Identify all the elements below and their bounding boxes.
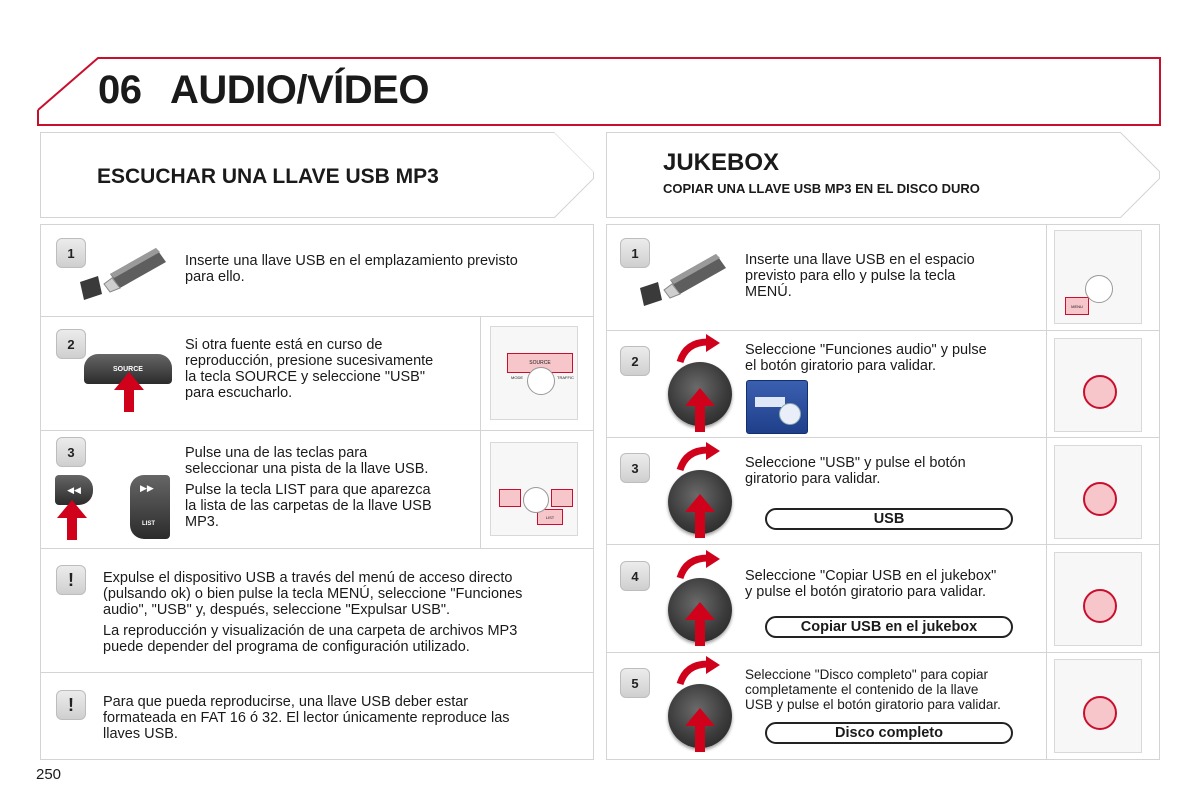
left-step-1-text: Inserte una llave USB en el emplazamiento previsto para ello. — [185, 253, 518, 285]
left-step-2-badge: 2 — [56, 329, 86, 359]
press-arrow-icon — [114, 372, 144, 412]
right-step-4-text: Seleccione "Copiar USB en el jukebox" y pulse el botón giratorio para validar. — [745, 568, 997, 600]
source-key-icon: SOURCE — [84, 354, 172, 384]
usb-key-icon — [636, 248, 736, 308]
chapter-title: AUDIO/VÍDEO — [170, 68, 429, 112]
left-section-title: ESCUCHAR UNA LLAVE USB MP3 — [97, 165, 439, 188]
left-step-3-text-2: Pulse la tecla LIST para que aparezca la lista de las carpetas de la llave USB MP3. — [185, 482, 432, 530]
rotate-arrow-icon — [676, 656, 720, 686]
note-2-text: Para que pueda reproducirse, una llave USB deber estar formateada en FAT 16 ó 32. El lector únicamente reproduce las llaves USB. — [103, 694, 510, 742]
note-1-text-2: La reproducción y visualización de una carpeta de archivos MP3 puede depender del programa de configuración utilizado. — [103, 623, 518, 655]
right-section-title: JUKEBOX — [663, 149, 780, 176]
left-step-3-text: Pulse una de las teclas para seleccionar una pista de la llave USB. — [185, 445, 429, 477]
right-step-1-badge: 1 — [620, 238, 650, 268]
press-arrow-icon — [57, 500, 87, 540]
chapter-number: 06 — [98, 68, 142, 112]
radio-unit-knob-highlight — [1054, 445, 1142, 539]
left-step-3-badge: 3 — [56, 437, 86, 467]
right-title-panel — [606, 132, 1160, 218]
right-step-5-text: Seleccione "Disco completo" para copiar completamente el contenido de la llave USB y pulse el botón giratorio para validar. — [745, 667, 1001, 712]
note-1-text: Expulse el dispositivo USB a través del menú de acceso directo (pulsando ok) o bien pulse la tecla MENÚ, seleccione "Funciones audio", "USB" y, después, seleccione "Expulsar USB". — [103, 570, 523, 618]
right-step-2-text: Seleccione "Funciones audio" y pulse el botón giratorio para validar. — [745, 342, 987, 374]
page-number: 250 — [36, 766, 62, 783]
menu-option-copy-usb-jukebox[interactable]: Copiar USB en el jukebox — [765, 616, 1013, 638]
press-arrow-icon — [685, 602, 715, 646]
right-step-2-badge: 2 — [620, 346, 650, 376]
left-title-panel — [40, 132, 594, 218]
right-step-4-badge: 4 — [620, 561, 650, 591]
menu-option-full-disc[interactable]: Disco completo — [765, 722, 1013, 744]
prev-key-icon: ◀◀ — [55, 475, 93, 505]
right-section-subtitle: COPIAR UNA LLAVE USB MP3 EN EL DISCO DURO — [663, 181, 980, 196]
press-arrow-icon — [685, 708, 715, 752]
radio-unit-knob-highlight — [1054, 659, 1142, 753]
rotate-arrow-icon — [676, 334, 720, 364]
rotate-arrow-icon — [676, 442, 720, 472]
radio-unit-knob-highlight — [1054, 338, 1142, 432]
radio-unit-menu-highlight: MENU — [1054, 230, 1142, 324]
radio-unit-knob-highlight — [1054, 552, 1142, 646]
left-step-1-badge: 1 — [56, 238, 86, 268]
warning-icon: ! — [56, 690, 86, 720]
radio-unit-source-highlight: SOURCE MODE TRAFFIC — [490, 326, 578, 420]
radio-unit-track-highlight: LIST — [490, 442, 578, 536]
right-step-1-text: Inserte una llave USB en el espacio previsto para ello y pulse la tecla MENÚ. — [745, 252, 975, 300]
menu-option-usb[interactable]: USB — [765, 508, 1013, 530]
right-step-3-badge: 3 — [620, 453, 650, 483]
press-arrow-icon — [685, 494, 715, 538]
warning-icon: ! — [56, 565, 86, 595]
rotate-arrow-icon — [676, 550, 720, 580]
next-list-key-icon: ▶▶ LIST — [130, 475, 170, 539]
right-step-3-text: Seleccione "USB" y pulse el botón giratorio para validar. — [745, 455, 966, 487]
press-arrow-icon — [685, 388, 715, 432]
audio-functions-icon — [746, 380, 808, 434]
usb-key-icon — [76, 242, 176, 302]
left-step-2-text: Si otra fuente está en curso de reproducción, presione sucesivamente la tecla SOURCE y seleccione "USB" para escucharlo. — [185, 337, 434, 401]
right-step-5-badge: 5 — [620, 668, 650, 698]
